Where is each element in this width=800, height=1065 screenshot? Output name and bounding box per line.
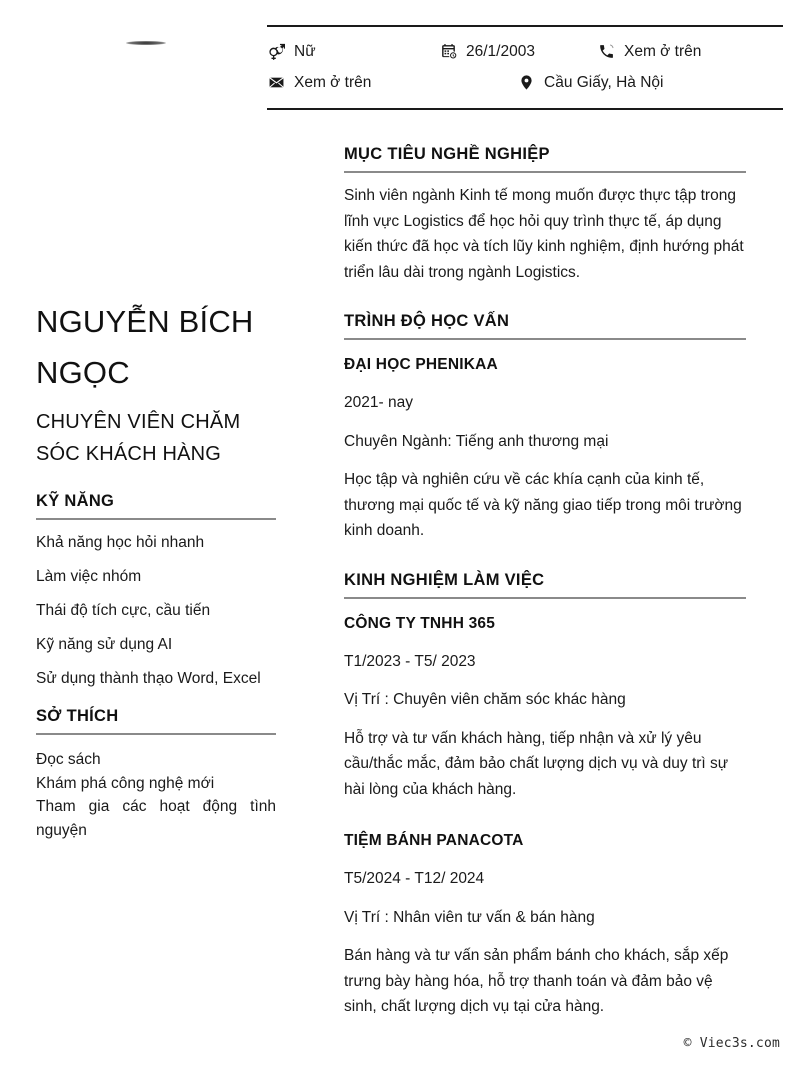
list-item: Đọc sách xyxy=(36,751,101,768)
education-major: Chuyên Ngành: Tiếng anh thương mại xyxy=(344,432,609,450)
contact-gender xyxy=(267,43,439,61)
contact-email xyxy=(267,74,517,92)
location-icon xyxy=(517,74,535,92)
divider xyxy=(36,733,276,735)
job-title: CHUYÊN VIÊN CHĂM SÓC KHÁCH HÀNG xyxy=(36,411,241,465)
list-item: Sử dụng thành thạo Word, Excel xyxy=(36,670,261,687)
education-entry xyxy=(344,356,746,544)
list-item: Tham gia các hoạt động tình nguyện xyxy=(36,798,276,839)
objective-heading: MỤC TIÊU NGHỀ NGHIỆP xyxy=(344,145,550,163)
section-objective xyxy=(344,145,746,285)
experience-company: CÔNG TY TNHH 365 xyxy=(344,614,496,632)
section-skills xyxy=(36,492,276,689)
education-heading: TRÌNH ĐỘ HỌC VẤN xyxy=(344,312,510,330)
divider xyxy=(344,597,746,599)
experience-description: Bán hàng và tư vấn sản phẩm bánh cho khách, sắp xếp trưng bày hàng hóa, hỗ trợ thanh toán và đảm bảo vệ sinh, chất lượng dịch vụ tại cửa hàng. xyxy=(344,947,729,1015)
calendar-icon xyxy=(439,43,457,61)
list-item: Khả năng học hỏi nhanh xyxy=(36,534,205,551)
contact-info-block xyxy=(267,25,783,110)
section-experience xyxy=(344,571,746,1020)
skills-heading: KỸ NĂNG xyxy=(36,492,115,510)
education-description: Học tập và nghiên cứu về các khía cạnh của kinh tế, thương mại quốc tế và kỹ năng giao tiếp trong môi trường kinh doanh. xyxy=(344,471,742,539)
contact-phone xyxy=(597,43,701,61)
hobbies-heading: SỞ THÍCH xyxy=(36,707,119,725)
list-item: Kỹ năng sử dụng AI xyxy=(36,636,173,653)
education-period: 2021- nay xyxy=(344,394,413,411)
experience-position: Vị Trí : Nhân viên tư vấn & bán hàng xyxy=(344,908,595,926)
experience-entry xyxy=(344,832,746,1020)
hobbies-list xyxy=(36,748,276,842)
experience-period: T1/2023 - T5/ 2023 xyxy=(344,652,476,670)
contact-row-1 xyxy=(267,36,783,67)
contact-birthdate xyxy=(439,43,597,61)
footer-copyright: © Viec3s.com xyxy=(683,1036,780,1051)
contact-phone-label: Xem ở trên xyxy=(624,42,702,60)
list-item: Khám phá công nghệ mới xyxy=(36,774,215,792)
skills-list xyxy=(36,533,276,689)
experience-company: TIỆM BÁNH PANACOTA xyxy=(344,832,524,849)
mail-icon xyxy=(267,74,285,92)
divider xyxy=(36,518,276,520)
contact-birthdate-label: 26/1/2003 xyxy=(466,42,535,60)
contact-row-2 xyxy=(267,67,783,98)
experience-description: Hỗ trợ và tư vấn khách hàng, tiếp nhận và xử lý yêu cầu/thắc mắc, đảm bảo chất lượng dịch vụ và duy trì sự hài lòng của khách hàng. xyxy=(344,729,729,798)
phone-icon xyxy=(597,43,615,61)
list-item: Thái độ tích cực, cầu tiến xyxy=(36,602,211,619)
experience-position: Vị Trí : Chuyên viên chăm sóc khác hàng xyxy=(344,691,626,708)
divider xyxy=(344,338,746,340)
objective-text: Sinh viên ngành Kinh tế mong muốn được thực tập trong lĩnh vực Logistics để học hỏi quy trình thực tế, áp dụng kiến thức đã học và tích lũy kinh nghiệm, định hướng phát triển lâu dài trong ngành Logistics. xyxy=(344,187,744,281)
left-sidebar xyxy=(36,296,276,842)
contact-address-label: Cầu Giấy, Hà Nội xyxy=(544,73,664,91)
experience-entry xyxy=(344,615,746,803)
contact-address xyxy=(517,74,663,92)
list-item: Làm việc nhóm xyxy=(36,568,142,585)
avatar xyxy=(126,41,166,45)
education-school: ĐẠI HỌC PHENIKAA xyxy=(344,356,498,373)
cv-header xyxy=(0,0,800,130)
divider xyxy=(344,171,746,173)
experience-period: T5/2024 - T12/ 2024 xyxy=(344,870,485,887)
section-education xyxy=(344,312,746,544)
main-content xyxy=(344,145,746,1020)
contact-gender-label: Nữ xyxy=(294,42,316,60)
page-title: NGUYỄN BÍCH NGỌC xyxy=(36,304,254,390)
experience-heading: KINH NGHIỆM LÀM VIỆC xyxy=(344,570,545,589)
section-hobbies xyxy=(36,707,276,842)
gender-icon xyxy=(267,43,285,61)
contact-email-label: Xem ở trên xyxy=(294,73,372,91)
